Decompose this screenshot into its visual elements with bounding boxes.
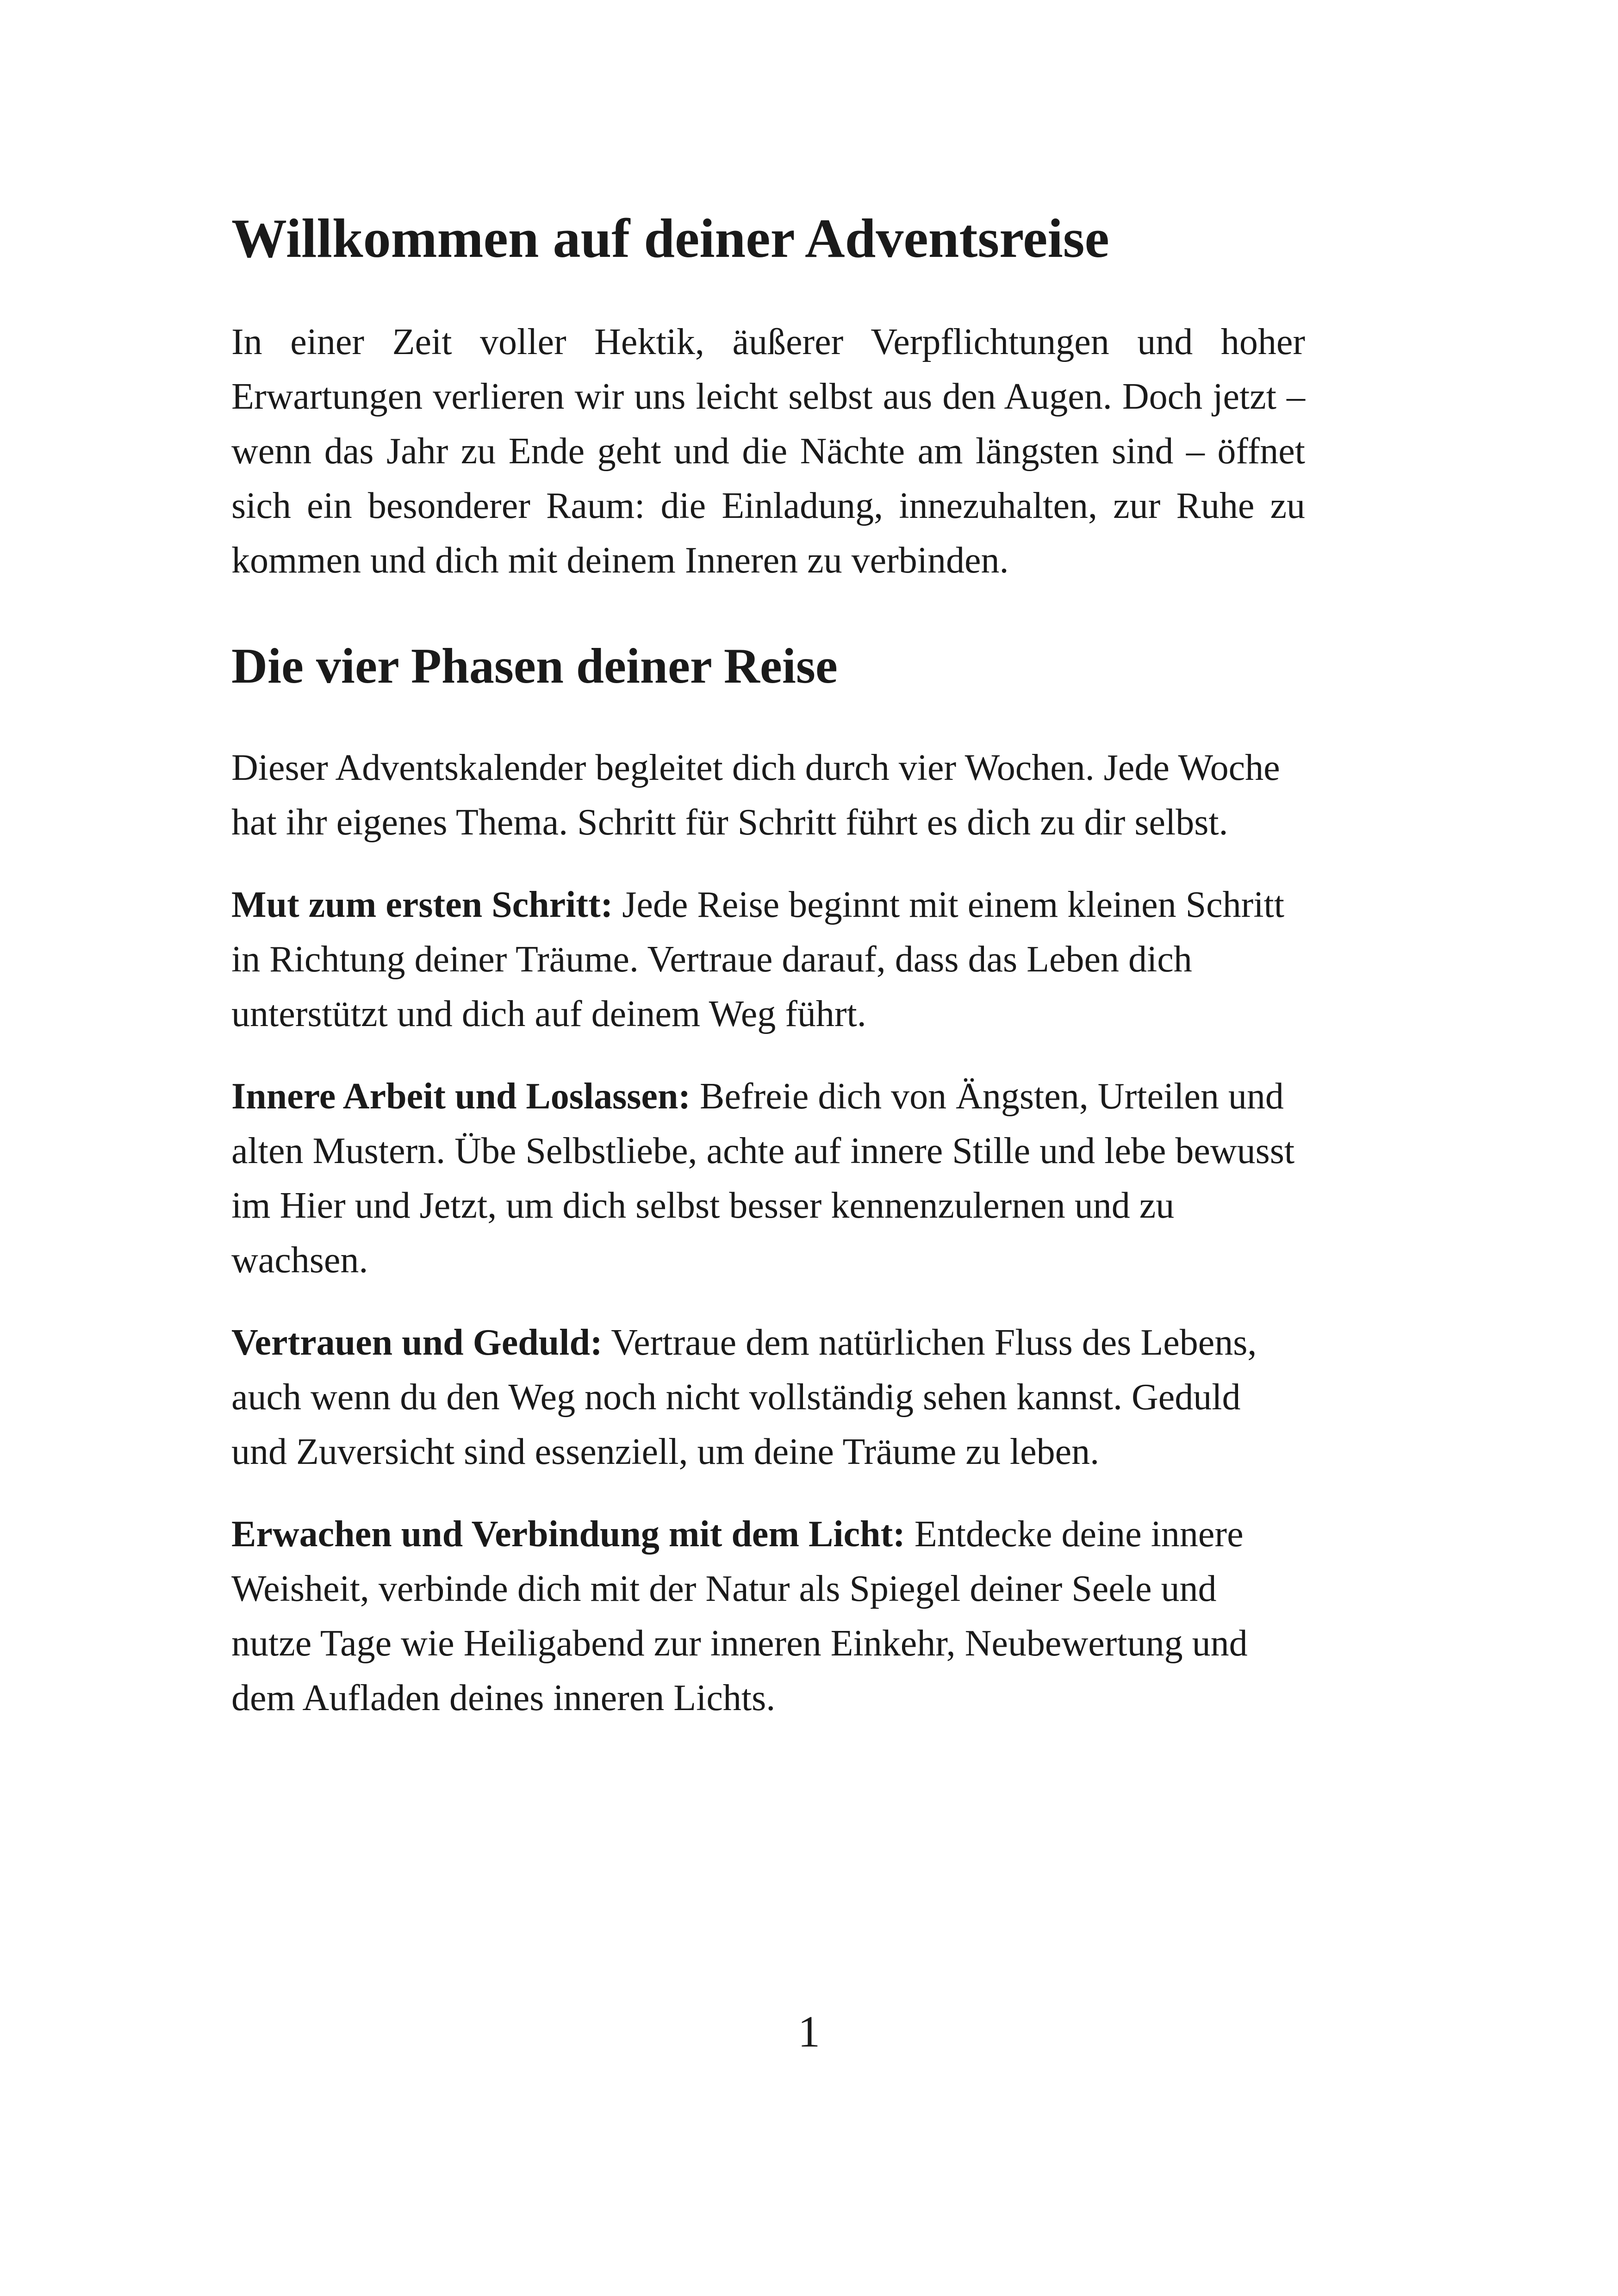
phase-label: Mut zum ersten Schritt:: [231, 884, 613, 925]
section-heading: Die vier Phasen deiner Reise: [231, 639, 838, 694]
lead-paragraph: Dieser Adventskalender begleitet dich durch vier Wochen. Jede Woche hat ihr eigenes Thema. Schritt für Schritt führt es dich zu dir selbst.: [231, 747, 1280, 843]
page-title: Willkommen auf deiner Adventsreise: [231, 207, 1109, 269]
phase-paragraph-4: [231, 1507, 1305, 1725]
page-number: 1: [798, 2007, 820, 2056]
phase-text: Vertraue dem natürlichen Fluss des Lebens, auch wenn du den Weg noch nicht vollständig sehen kannst. Geduld und Zuversicht sind essenziell, um deine Träume zu leben.: [231, 1322, 1257, 1472]
phase-label: Innere Arbeit und Loslassen:: [231, 1076, 691, 1117]
intro-paragraph: In einer Zeit voller Hektik, äußerer Verpflichtungen und hoher Erwartungen verlieren wir uns leicht selbst aus den Augen. Doch jetzt – wenn das Jahr zu Ende geht und die Nächte am längsten sind – öffnet sich ein besonderer Raum: die Einladung, innezuhalten, zur Ruhe zu kommen und dich mit deinem Inneren zu verbinden.: [231, 322, 1305, 581]
page-content: [231, 204, 1305, 1725]
phase-paragraph-1: [231, 877, 1305, 1041]
phase-paragraph-2: [231, 1069, 1305, 1288]
phase-paragraph-3: [231, 1315, 1305, 1479]
phase-label: Vertrauen und Geduld:: [231, 1322, 603, 1363]
phase-label: Erwachen und Verbindung mit dem Licht:: [231, 1514, 905, 1555]
phase-text: Entdecke deine innere Weisheit, verbinde dich mit der Natur als Spiegel deiner Seele und nutze Tage wie Heiligabend zur inneren Einkehr, Neubewertung und dem Aufladen deines inneren Lichts.: [231, 1514, 1248, 1718]
phase-text: Befreie dich von Ängsten, Urteilen und alten Mustern. Übe Selbstliebe, achte auf innere Stille und lebe bewusst im Hier und Jetzt, um dich selbst besser kennenzulernen und zu wachsen.: [231, 1076, 1295, 1281]
phase-text: Jede Reise beginnt mit einem kleinen Schritt in Richtung deiner Träume. Vertraue darauf, dass das Leben dich unterstützt und dich auf deinem Weg führt.: [231, 884, 1284, 1034]
